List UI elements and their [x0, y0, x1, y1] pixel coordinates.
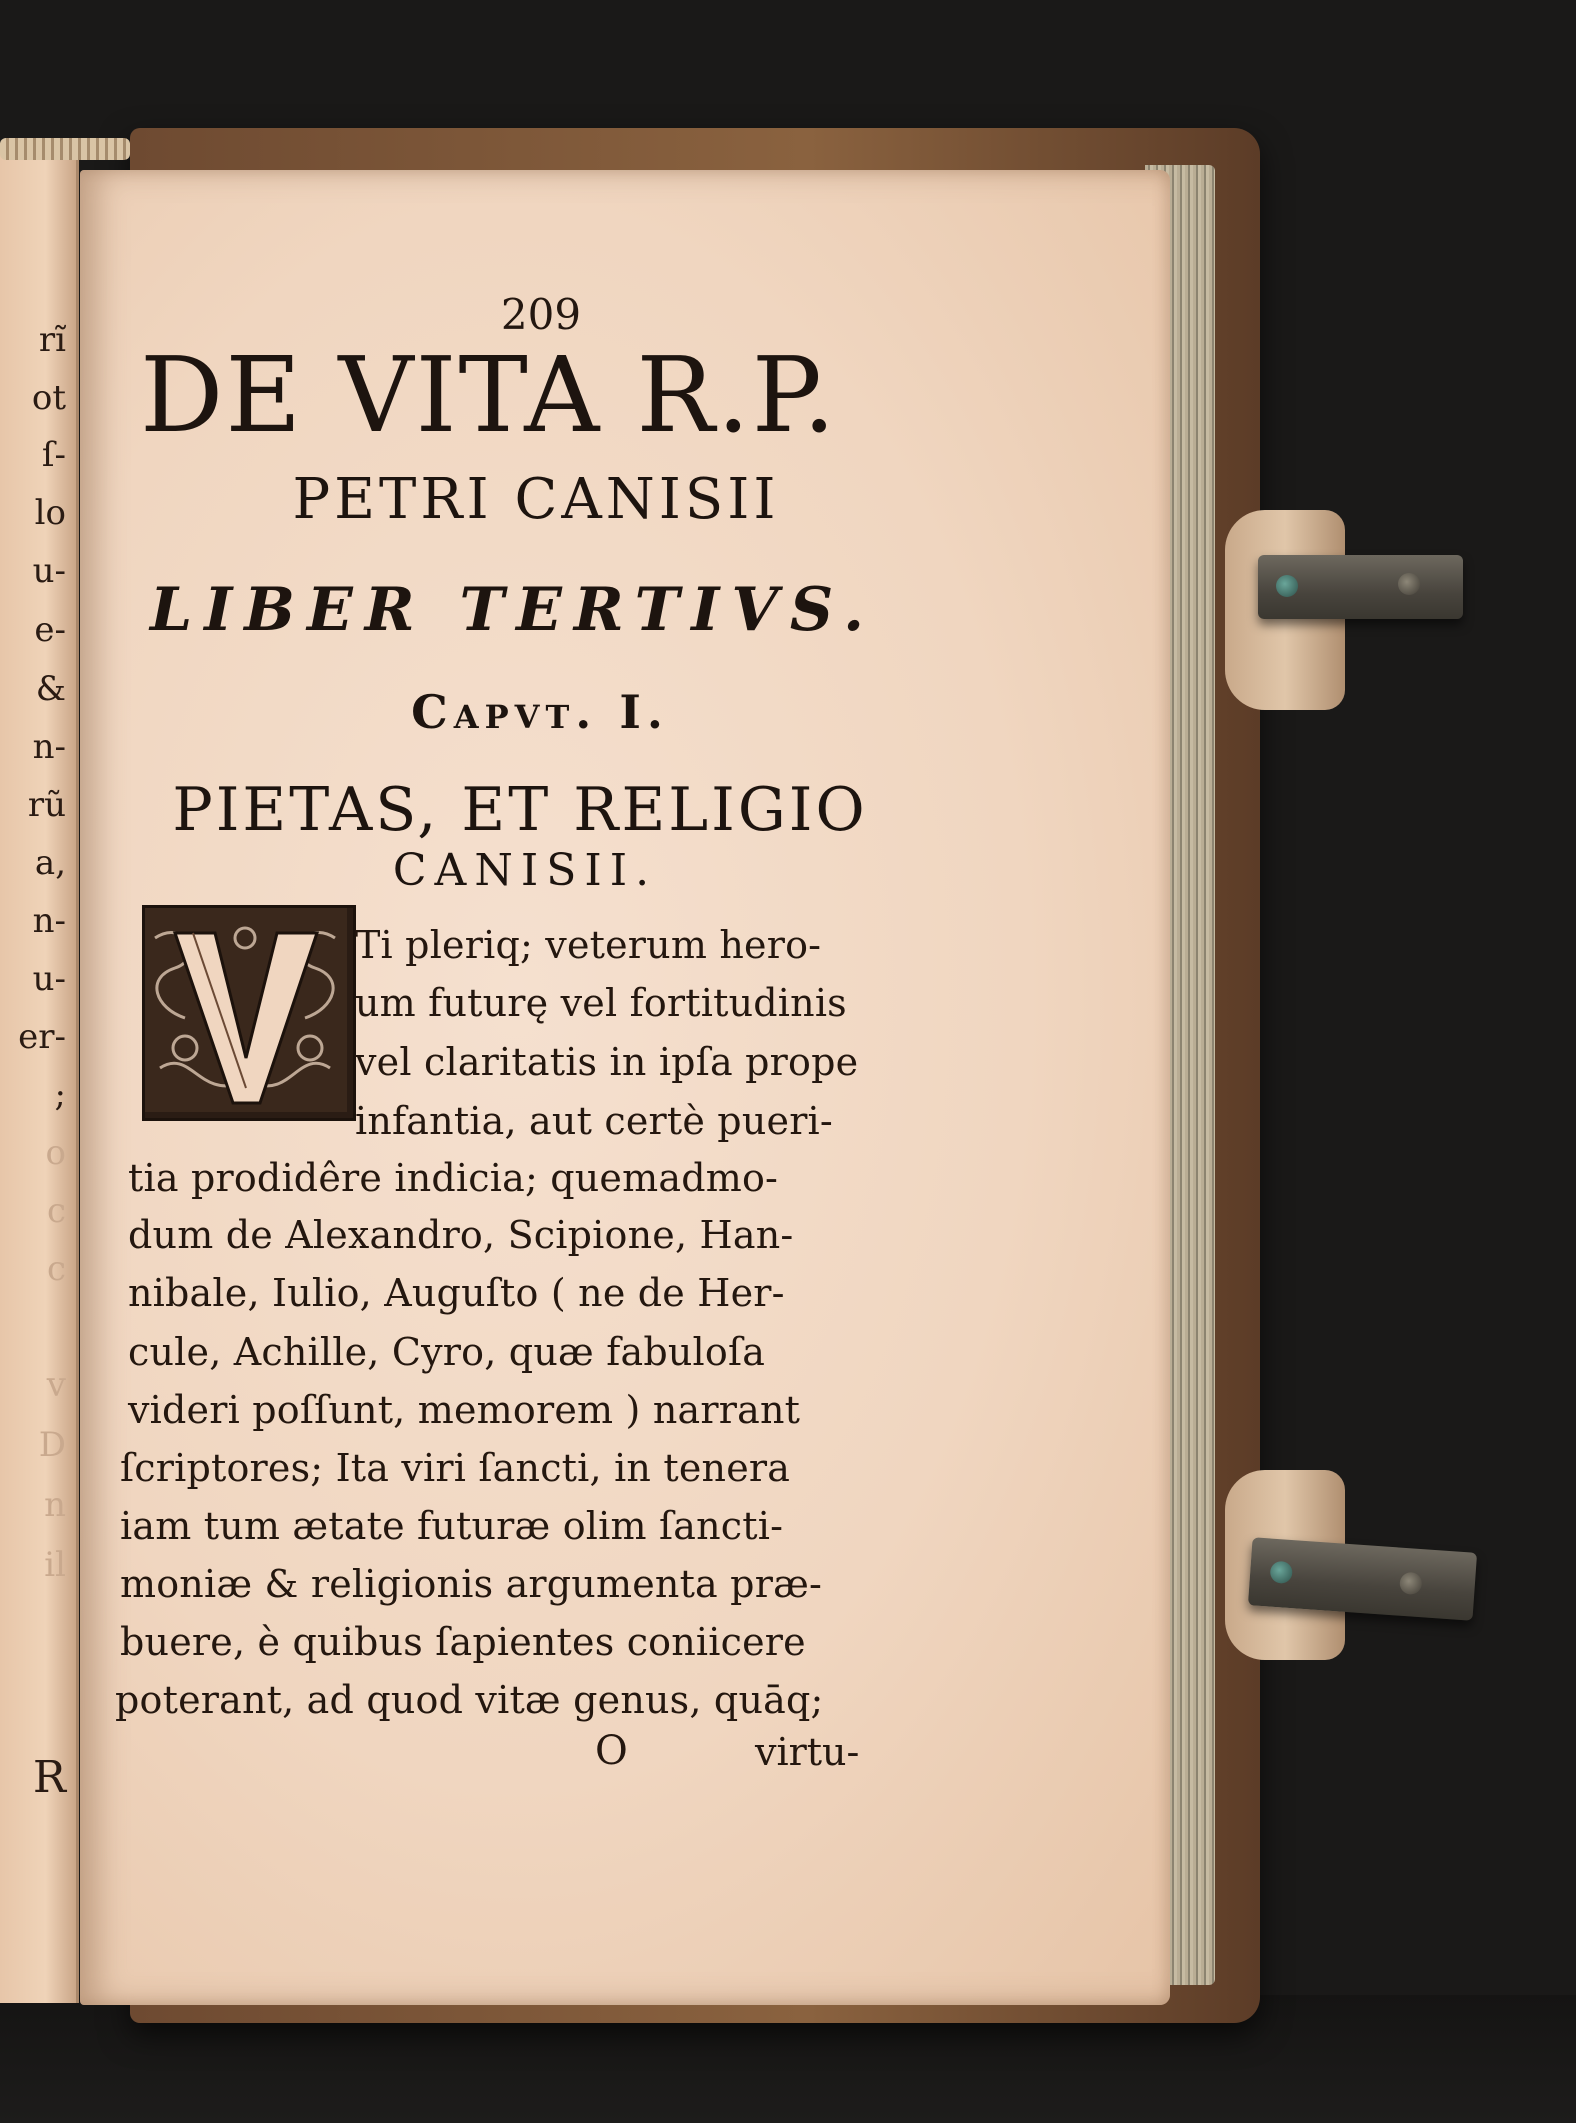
left-fragment: lo	[34, 493, 66, 533]
body-line: infantia, aut certè pueri-	[355, 1099, 833, 1143]
left-fragment: il	[44, 1545, 66, 1585]
left-fragment: o	[45, 1133, 66, 1173]
chapter-heading: Capvt. I.	[411, 685, 669, 739]
body-line: um futurę vel fortitudinis	[355, 981, 847, 1025]
rivet-icon	[1398, 573, 1420, 595]
body-line: ſcriptores; Ita viri ſancti, in tenera	[120, 1446, 791, 1490]
rivet-icon	[1270, 1561, 1293, 1584]
left-fragment: ot	[31, 378, 66, 418]
page-number: 209	[500, 290, 582, 339]
decorated-initial	[142, 905, 356, 1121]
body-line: nibale, Iulio, Auguſto ( ne de Her-	[128, 1271, 785, 1315]
signature-mark: O	[595, 1728, 628, 1774]
rivet-icon	[1399, 1572, 1422, 1595]
body-line: Ti pleriq; veterum hero-	[355, 923, 822, 967]
left-fragment: er-	[18, 1017, 66, 1057]
body-line: buere, è quibus ſapientes coniicere	[120, 1620, 806, 1664]
left-fragment: v	[46, 1365, 66, 1405]
section-heading-line-1: PIETAS, ET RELIGIO	[172, 775, 868, 845]
title-line-1: DE VITA R.P.	[140, 334, 838, 456]
left-page-strip	[0, 148, 79, 2003]
body-line: moniæ & religionis argumenta præ-	[120, 1562, 823, 1606]
title-line-2: PETRI CANISII	[292, 467, 780, 532]
spine-stitching	[0, 138, 130, 160]
body-line: cule, Achille, Cyro, quæ fabuloſa	[128, 1330, 766, 1374]
body-line: dum de Alexandro, Scipione, Han-	[128, 1213, 794, 1257]
clasp-upper	[1258, 555, 1463, 619]
body-line: vel claritatis in ipſa prope	[355, 1040, 859, 1084]
catchword: virtu-	[755, 1730, 860, 1774]
section-heading-line-2: CANISII.	[392, 845, 658, 896]
body-line: tia prodidêre indicia; quemadmo-	[128, 1156, 779, 1200]
left-fragment: D	[38, 1425, 66, 1465]
left-fragment: c	[46, 1249, 66, 1289]
body-line: videri poſſunt, memorem ) narrant	[128, 1388, 801, 1432]
left-fragment: e-	[34, 610, 66, 650]
rivet-icon	[1276, 575, 1298, 597]
left-fragment: n-	[32, 727, 66, 767]
left-fragment: rĩ	[38, 320, 66, 360]
left-fragment: n	[44, 1485, 66, 1525]
body-line: poterant, ad quod vitæ genus, quāq;	[115, 1678, 824, 1722]
body-line: iam tum ætate futuræ olim ſancti-	[120, 1504, 784, 1548]
left-fragment: rũ	[27, 785, 66, 825]
left-fragment: &	[35, 669, 66, 709]
left-fragment: u-	[32, 959, 66, 999]
left-fragment: n-	[32, 901, 66, 941]
left-fragment: ;	[54, 1075, 66, 1115]
left-fragment: c	[46, 1191, 66, 1231]
left-fragment: R	[32, 1752, 66, 1803]
ornament-icon	[145, 908, 347, 1112]
left-fragment: ſ-	[41, 435, 66, 475]
title-line-3: LIBER TERTIVS.	[150, 575, 876, 645]
left-fragment: u-	[32, 551, 66, 591]
left-fragment: a,	[34, 843, 66, 883]
